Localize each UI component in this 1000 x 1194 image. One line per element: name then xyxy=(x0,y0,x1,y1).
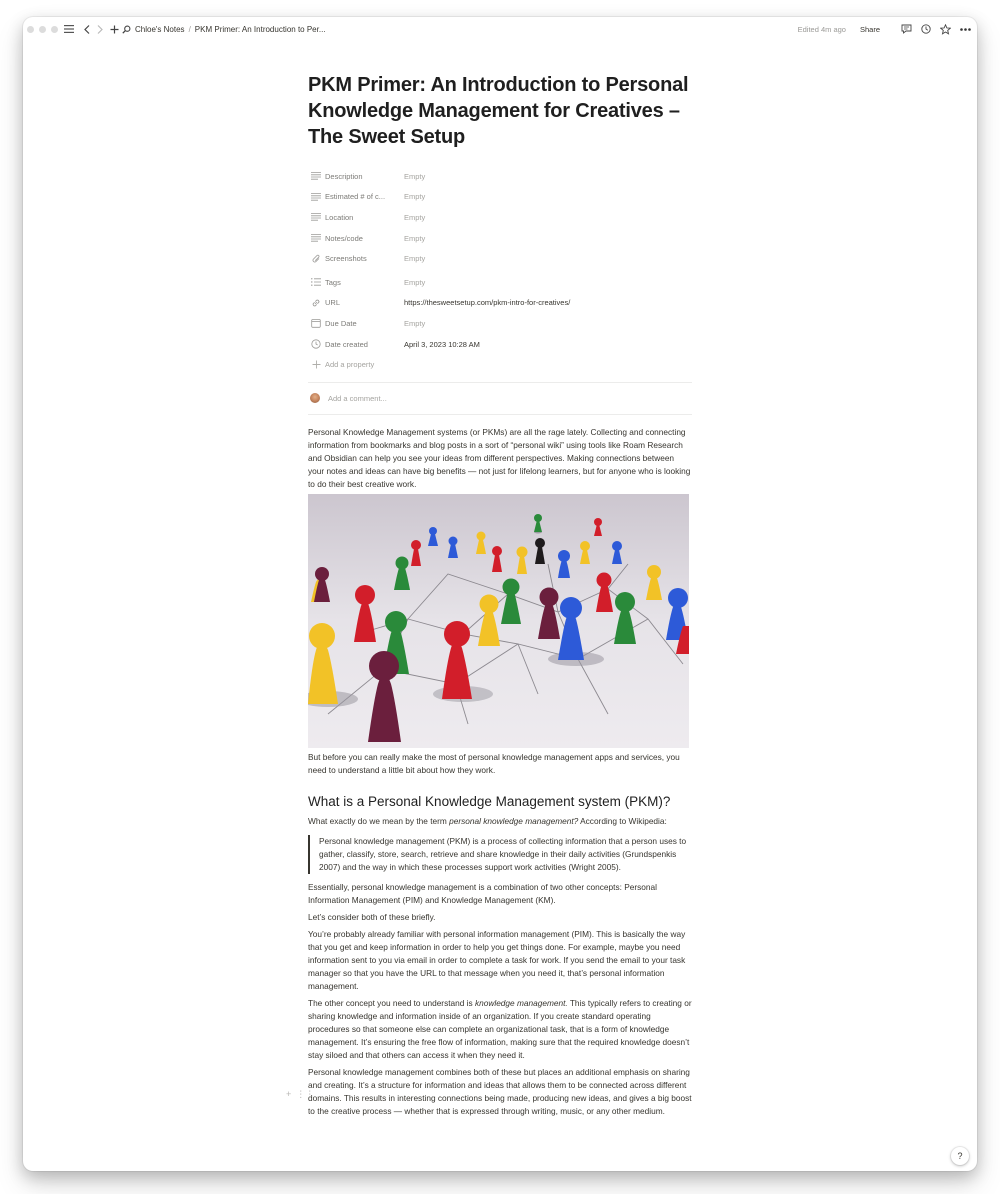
text-lines-icon xyxy=(310,211,322,223)
property-name: Location xyxy=(325,212,354,222)
url-link[interactable]: https://thesweetsetup.com/pkm-intro-for-creatives/ xyxy=(404,298,571,308)
page-body xyxy=(308,426,692,1118)
property-name: URL xyxy=(325,298,341,308)
hero-image[interactable] xyxy=(308,494,689,748)
property-notes-code[interactable] xyxy=(308,228,692,249)
paragraph[interactable]: Personal knowledge management combines both of these but places an additional emphasis on sharing and creating. It’s a structure for information and ideas that allows them to be connected across different domains. This results in interesting connections being made, producing new ideas, and gives a big boost to the creative process — whether that is expressed through writing, music, or any other medium. xyxy=(308,1066,692,1116)
add-property-label: Add a property xyxy=(325,360,375,370)
property-url[interactable] xyxy=(308,293,692,314)
property-value[interactable]: Empty xyxy=(404,254,426,264)
emphasis-text: personal knowledge management? xyxy=(449,815,579,826)
search-icon[interactable] xyxy=(122,25,131,34)
forward-arrow-icon[interactable] xyxy=(97,25,103,34)
paragraph[interactable]: Let’s consider both of these briefly. xyxy=(308,911,436,922)
emphasis-text: knowledge management. xyxy=(474,997,568,1008)
property-due-date[interactable] xyxy=(308,313,692,334)
paragraph[interactable]: You’re probably already familiar with personal information management (PIM). This is basically the way that you get and keep information in order to help you get things done. For example, maybe you need information sent to you via email in order to complete a task for work. If you send the email to your task manager so that you have the URL to that message when you need it, that’s personal information management. xyxy=(308,928,686,991)
property-tags[interactable] xyxy=(308,272,692,293)
property-value[interactable]: Empty xyxy=(404,233,426,243)
paragraph-text: This typically refers to creating or sharing knowledge and information inside of an organization. If you create standard operating procedures so that someone else can complete an organizational task, that is a form of knowledge management. It’s ensuring the free flow of information, making sure that the required knowledge doesn’t stay siloed and that others can access it when they need it. xyxy=(308,997,692,1060)
text-lines-icon xyxy=(310,170,322,182)
comment-input[interactable] xyxy=(308,383,692,414)
property-name: Estimated # of c... xyxy=(325,192,386,202)
property-location[interactable] xyxy=(308,207,692,228)
text-lines-icon xyxy=(310,232,322,244)
avatar xyxy=(310,393,320,403)
section-heading[interactable]: What is a Personal Knowledge Management system (PKM)? xyxy=(308,793,671,809)
sidebar-menu-icon[interactable] xyxy=(64,25,74,33)
property-value[interactable]: Empty xyxy=(404,192,426,202)
property-value[interactable]: Empty xyxy=(404,277,426,287)
property-name: Due Date xyxy=(325,318,357,328)
breadcrumb-current-page[interactable]: PKM Primer: An Introduction to Per... xyxy=(194,24,326,34)
property-name: Date created xyxy=(325,339,368,349)
more-options-icon[interactable] xyxy=(960,28,971,31)
zoom-window-button[interactable] xyxy=(51,26,58,33)
paragraph[interactable]: Essentially, personal knowledge management is a combination of two other concepts: Personal Information Management (PIM) and Knowledge Management (KM). xyxy=(308,881,657,905)
paragraph[interactable]: But before you can really make the most of personal knowledge management apps and services, you need to understand a little bit about how they work. xyxy=(308,751,680,775)
paragraph-text: The other concept you need to understand is xyxy=(308,997,475,1008)
clock-icon xyxy=(310,338,322,350)
page-title[interactable]: PKM Primer: An Introduction to Personal Knowledge Management for Creatives – The Sweet Setup xyxy=(308,74,689,148)
page-content xyxy=(308,72,692,1118)
plus-icon xyxy=(310,359,322,371)
top-bar xyxy=(23,17,977,41)
paragraph[interactable] xyxy=(308,997,692,1062)
property-name: Description xyxy=(325,171,363,181)
close-window-button[interactable] xyxy=(27,26,34,33)
minimize-window-button[interactable] xyxy=(39,26,46,33)
breadcrumb-separator: / xyxy=(188,24,191,34)
property-value: April 3, 2023 10:28 AM xyxy=(404,339,480,349)
properties-list xyxy=(308,166,692,375)
property-date-created[interactable] xyxy=(308,334,692,355)
paperclip-icon xyxy=(310,253,322,265)
property-value[interactable]: Empty xyxy=(404,171,426,181)
property-estimated[interactable] xyxy=(308,187,692,208)
paragraph[interactable] xyxy=(308,815,692,828)
edited-timestamp: Edited 4m ago xyxy=(797,24,846,34)
share-button[interactable]: Share xyxy=(859,24,880,34)
add-block-plus-icon[interactable]: + xyxy=(286,1089,292,1099)
paragraph-text: What exactly do we mean by the term xyxy=(308,815,450,826)
property-name: Notes/code xyxy=(325,233,363,243)
drag-handle-icon[interactable]: ⋮⋮ xyxy=(296,1089,315,1099)
paragraph-text: According to Wikipedia: xyxy=(578,815,667,826)
updates-clock-icon[interactable] xyxy=(921,24,931,34)
property-name: Screenshots xyxy=(325,254,367,264)
comments-icon[interactable] xyxy=(901,24,912,34)
new-page-plus-icon[interactable] xyxy=(110,25,119,34)
breadcrumb-root[interactable]: Chloe's Notes xyxy=(135,24,185,34)
property-name: Tags xyxy=(325,277,341,287)
window-controls xyxy=(27,26,58,33)
comment-placeholder: Add a comment... xyxy=(328,393,387,403)
list-icon xyxy=(310,276,322,288)
help-button[interactable]: ? xyxy=(951,1147,969,1165)
property-screenshots[interactable] xyxy=(308,248,692,269)
block-handle[interactable] xyxy=(286,1089,314,1100)
text-lines-icon xyxy=(310,191,322,203)
paragraph[interactable]: Personal Knowledge Management systems (or PKMs) are all the rage lately. Collecting and connecting information from bookmarks and blog posts in a sort of “personal wiki” using tools like Roam Research and Obsidian can help you see your ideas from different perspectives. Making connections between your notes and ideas can have big benefits — not just for lifelong learners, but for anyone who is looking to do their best creative work. xyxy=(308,426,691,489)
add-property-button[interactable] xyxy=(308,354,692,375)
blockquote[interactable]: Personal knowledge management (PKM) is a process of collecting information that a person uses to gather, classify, store, search, retrieve and share knowledge in their daily activities (Grundspenkis 2007) and the way in which these processes support work activities (Wright 2005). xyxy=(308,835,692,874)
app-window xyxy=(23,17,977,1171)
property-value[interactable]: Empty xyxy=(404,212,426,222)
link-icon xyxy=(310,297,322,309)
property-description[interactable] xyxy=(308,166,692,187)
property-value[interactable]: Empty xyxy=(404,318,426,328)
calendar-icon xyxy=(310,317,322,329)
favorite-star-icon[interactable] xyxy=(940,24,951,35)
divider xyxy=(308,414,692,415)
back-arrow-icon[interactable] xyxy=(84,25,90,34)
